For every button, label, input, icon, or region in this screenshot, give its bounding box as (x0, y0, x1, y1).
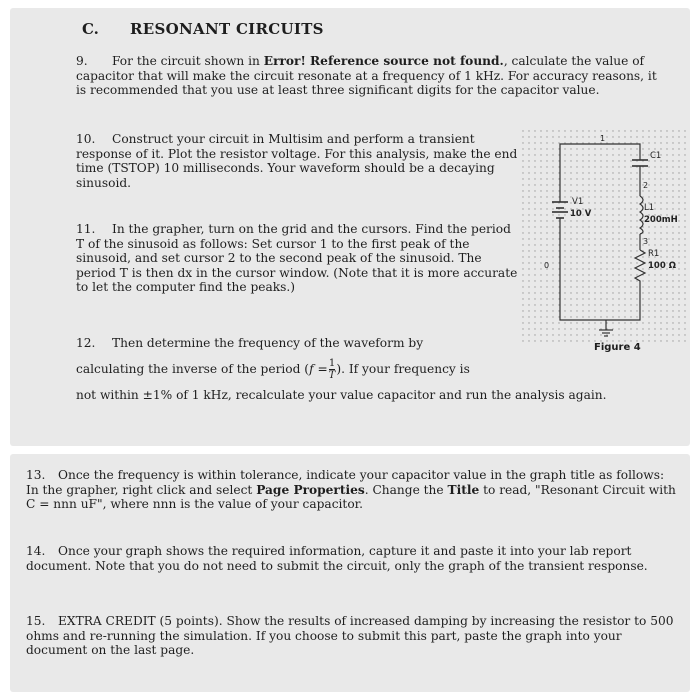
v1-label: V1 (572, 197, 584, 207)
item-10-text: Construct your circuit in Multisim and perform a transient response of it. Plot the resistor voltage. For this analysis, make the end time (TSTOP) 10 milliseconds. Your waveform should be a decaying sinusoid. (76, 132, 518, 190)
node-0-label: 0 (544, 261, 550, 270)
item-12-line2-pre: calculating the inverse of the period ( (76, 362, 310, 376)
item-12-line2-post: ). If your frequency is (336, 362, 470, 376)
instructions-card-bottom (10, 454, 690, 692)
v1-value: 10 V (570, 209, 592, 219)
item-12-number: 12. (76, 336, 96, 350)
item-9-text-pre: For the circuit shown in (112, 54, 264, 68)
item-12-line3-text: not within ±1% of 1 kHz, recalculate your value capacitor and run the analysis again. (76, 388, 607, 402)
item-11-number: 11. (76, 222, 96, 236)
item-12-line2 (76, 358, 536, 381)
formula-fraction (329, 358, 336, 381)
node-3-label: 3 (643, 237, 649, 246)
item-12-line1 (76, 336, 496, 351)
item-13-mid: . Change the (364, 482, 448, 497)
item-9-text-post: , calculate the value of capacitor that will make the circuit resonate at a frequency of 1 kHz. For accuracy reasons, it is recommended that you use at least three significant digits for the capacitor value. (76, 54, 657, 97)
item-15-number: 15. (26, 614, 46, 628)
item-12-line3 (76, 388, 656, 403)
item-14 (26, 544, 676, 573)
item-13-post: to read, "Resonant Circuit with C = nnn uF", where nnn is the value of your capacitor. (26, 482, 676, 511)
item-13 (26, 468, 676, 512)
l1-value: 200mH (644, 215, 678, 225)
formula-lhs: f = (309, 362, 328, 376)
item-13-bold-page-properties: Page Properties (256, 482, 365, 497)
schematic-grid (522, 130, 690, 342)
item-10 (76, 132, 518, 190)
item-9-number: 9. (76, 54, 88, 68)
r1-value: 100 Ω (648, 261, 676, 271)
c1-label: C1 (650, 151, 662, 161)
item-15-text: EXTRA CREDIT (5 points). Show the results of increased damping by increasing the resistor to 500 ohms and re-running the simulation. If you choose to submit this part, paste the graph into your document on the last page. (26, 614, 674, 657)
node-2-label: 2 (643, 181, 649, 190)
item-13-bold-title: Title (447, 482, 480, 497)
r1-label: R1 (648, 249, 660, 259)
item-10-number: 10. (76, 132, 96, 146)
item-14-number: 14. (26, 544, 46, 558)
item-9 (76, 54, 668, 98)
circuit-schematic (522, 130, 690, 342)
item-14-text: Once your graph shows the required information, capture it and paste it into your lab report document. Note that you do not need to submit the circuit, only the graph of the transient response. (26, 544, 648, 573)
item-15 (26, 614, 676, 658)
item-11-text: In the grapher, turn on the grid and the cursors. Find the period T of the sinusoid as follows: Set cursor 1 to the first peak of the sinusoid, and set cursor 2 to the second peak of the sinusoid. The period T is then dx in the cursor window. (Note that it is more accurate to let the computer find the peaks.) (76, 222, 518, 294)
formula-numerator: 1 (328, 358, 336, 369)
formula-denominator: T (328, 370, 336, 381)
item-13-number: 13. (26, 468, 46, 482)
l1-label: L1 (644, 203, 655, 213)
section-title: RESONANT CIRCUITS (130, 20, 324, 38)
item-12-line1-text: Then determine the frequency of the waveform by (112, 336, 424, 350)
section-letter: C. (82, 20, 99, 38)
item-13-pre: Once the frequency is within tolerance, indicate your capacitor value in the graph title as follows: In the grapher, right click and select (26, 468, 665, 497)
item-9-error-ref: Error! Reference source not found. (263, 54, 504, 68)
instructions-card-top (10, 8, 690, 446)
node-1-label: 1 (600, 134, 606, 143)
item-11 (76, 222, 518, 295)
figure-caption: Figure 4 (594, 342, 641, 353)
